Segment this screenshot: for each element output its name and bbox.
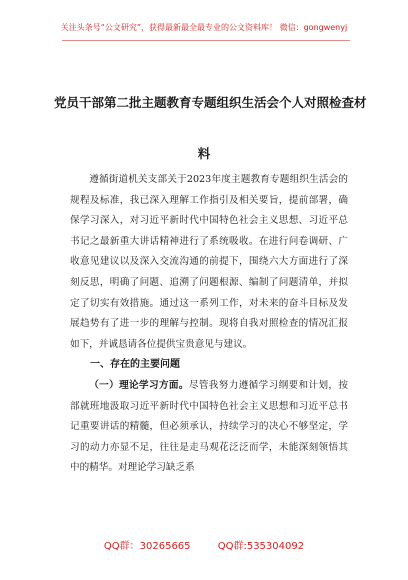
footer-contact bbox=[0, 537, 408, 552]
section-heading-1: 一、存在的主要问题 bbox=[90, 359, 180, 371]
footer-qq-group-2: QQ群:535304092 bbox=[217, 541, 305, 552]
header-divider bbox=[62, 40, 350, 41]
document-title bbox=[54, 88, 367, 169]
subsection-heading-1: （一）理论学习方面。 bbox=[89, 379, 189, 391]
intro-paragraph: 遵循街道机关支部关于2023年度主题教育专题组织生活会的规程及标准，我已深入理解工作指引及相关要旨，提前部署，确保学习深入，对习近平新时代中国特色社会主义思想、习近平总书记之最新重大讲话精神进行了系统吸收。在进行问卷调研、广收意见建议以及深入交流沟通的前提下，围绕六大方面进行了深刻反思，明确了问题、追溯了问题根源、编制了问题清单，并拟定了切实有效措施。通过这一系列工作，对未来的奋斗目标及发展趋势有了进一步的理解与控制。现将自我对照检查的情况汇报如下，并诚恳请各位提供宝贵意见与建议。 bbox=[70, 174, 348, 350]
title-line-1: 党员干部第二批主题教育专题组织生活会个人对照检查材 bbox=[54, 95, 367, 110]
document-body bbox=[70, 170, 348, 479]
header-promo-note: 关注头条号“公文研究”，获得最新最全最专业的公文资料库！ 微信：gongwenyj bbox=[60, 23, 348, 32]
title-line-2: 料 bbox=[197, 146, 211, 161]
footer-qq-group-1: QQ群：30265665 bbox=[103, 541, 191, 552]
subsection-paragraph-1 bbox=[70, 376, 348, 479]
subsection-text-1: 尽管我努力遵循学习纲要和计划，按部就班地汲取习近平新时代中国特色社会主义思想和习近平总书记重要讲话的精髓，但必须承认，持续学习的决心不够坚定，学习的动力亦显不足，往往是走马观花泛泛而学，未能深刻领悟其中的精华。对理论学习缺乏系 bbox=[70, 379, 348, 474]
